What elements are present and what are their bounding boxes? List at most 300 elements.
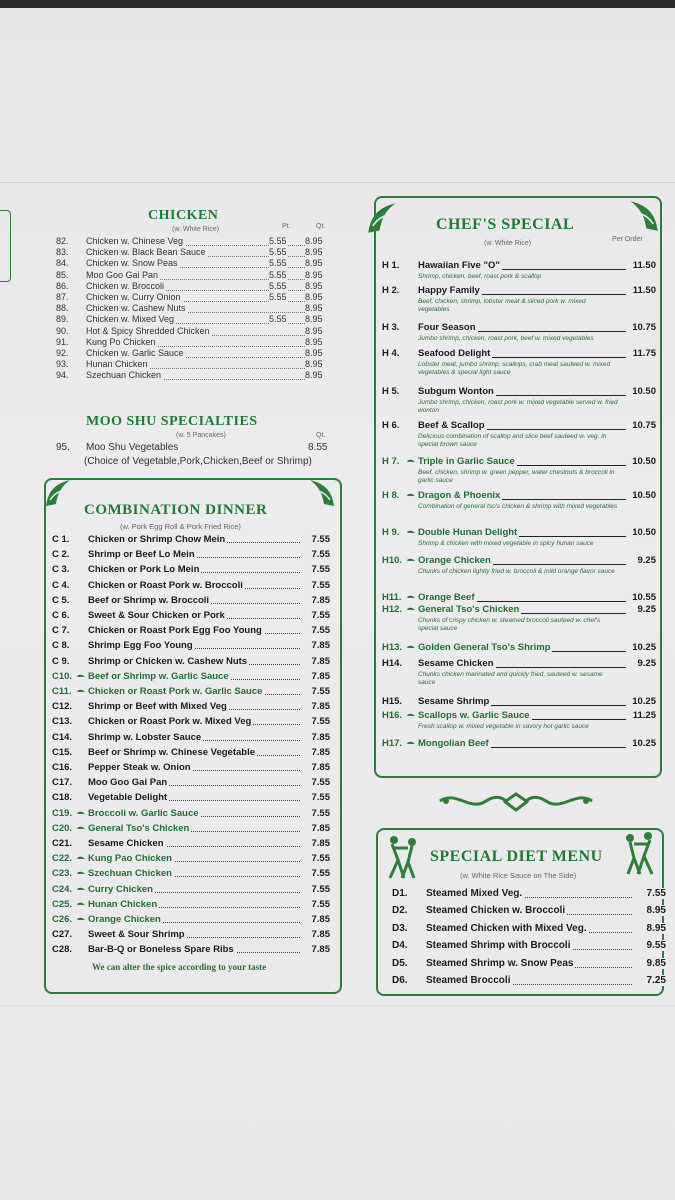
item-price: 7.55	[311, 898, 330, 910]
item-name: Chicken w. Mixed Veg	[86, 314, 175, 325]
item-price: 7.55	[311, 868, 330, 880]
item-price: 7.85	[311, 762, 330, 773]
item-name: Chicken or Roast Pork w. Mixed Veg	[88, 716, 252, 728]
fold-line	[0, 182, 675, 183]
chicken-item	[56, 236, 331, 248]
chicken-item	[56, 292, 331, 304]
combination-item	[52, 686, 330, 700]
item-name: Chicken or Roast Pork w. Garlic Sauce	[88, 686, 263, 697]
item-name: Sweet & Sour Shrimp	[88, 929, 185, 941]
item-code: C28.	[52, 944, 73, 956]
item-code: H13.	[382, 642, 403, 653]
quart-price: 8.95	[305, 359, 323, 370]
item-price: 7.85	[311, 944, 330, 956]
quart-price: 8.95	[305, 325, 323, 336]
item-name: Double Hunan Delight	[418, 527, 518, 538]
item-name: Sesame Shrimp	[418, 696, 490, 707]
dancer-figure-icon	[618, 830, 658, 878]
item-code: C 9.	[52, 655, 70, 667]
chicken-item	[56, 370, 331, 382]
chicken-item	[56, 258, 331, 270]
mooshu-item-number: 95.	[56, 442, 70, 453]
item-name: Mongolian Beef	[418, 738, 489, 749]
combination-item	[52, 838, 330, 852]
item-price: 7.55	[311, 686, 330, 697]
mooshu-item-price: 8.55	[308, 442, 328, 453]
scroll-divider-ornament	[436, 788, 596, 814]
item-code: C 3.	[52, 564, 70, 576]
combination-item	[52, 564, 330, 578]
chefs-special-item	[382, 604, 656, 632]
chefs-special-item	[382, 710, 656, 738]
chefs-special-item	[382, 285, 656, 313]
item-price: 7.55	[311, 716, 330, 728]
adjacent-panel-edge	[0, 210, 11, 282]
item-name: Subgum Wonton	[418, 386, 494, 397]
item-name: General Tso's Chicken	[88, 822, 190, 834]
item-name: Steamed Mixed Veg.	[426, 888, 523, 899]
item-code: C10.	[52, 670, 73, 682]
item-price: 7.55	[311, 579, 330, 591]
special-diet-title: SPECIAL DIET MENU	[430, 848, 603, 865]
item-price: 7.55	[311, 625, 330, 637]
item-code: C13.	[52, 716, 73, 728]
item-price: 9.85	[646, 957, 666, 969]
item-name: Shrimp Egg Foo Young	[88, 640, 193, 652]
item-code: C15.	[52, 746, 73, 758]
item-price: 7.55	[311, 883, 330, 895]
item-name: Beef & Scallop	[418, 420, 485, 431]
combination-item	[52, 884, 330, 898]
chefs-special-item	[382, 527, 656, 555]
item-code: C17.	[52, 777, 73, 789]
item-description: Beef, chicken, shrimp, lobster meat & sliced pork w. mixed vegetables	[418, 298, 586, 313]
chili-pepper-icon	[74, 853, 86, 864]
item-price: 7.85	[311, 655, 330, 667]
item-description: Chunks of crispy chicken w. steamed broccoli sauteed w. chef's special sauce	[418, 617, 601, 632]
item-number: 88.	[56, 303, 69, 314]
item-price: 10.75	[632, 420, 656, 431]
item-description: Delicious combination of scallop and slice beef sauteed w. veg. in special brown sauce	[418, 433, 607, 448]
item-name: Golden General Tso's Shrimp	[418, 642, 551, 653]
item-number: 82.	[56, 236, 69, 246]
item-name: Chicken w. Snow Peas	[86, 258, 178, 269]
item-name: Chicken w. Cashew Nuts	[86, 303, 186, 314]
chili-pepper-icon	[74, 868, 86, 879]
combination-item	[52, 732, 330, 746]
item-name: Orange Beef	[418, 592, 475, 603]
item-name: Curry Chicken	[88, 883, 153, 895]
item-name: Moo Goo Gai Pan	[88, 777, 168, 789]
item-price: 7.85	[311, 701, 330, 713]
item-price: 7.85	[311, 640, 330, 652]
item-name: Szechuan Chicken	[88, 868, 172, 880]
item-name: Beef or Shrimp w. Garlic Sauce	[88, 670, 229, 682]
item-code: H 7.	[382, 456, 400, 467]
item-price: 7.55	[311, 564, 330, 576]
item-name: Dragon & Phoenix	[418, 490, 501, 501]
item-price: 7.55	[311, 534, 330, 545]
item-code: C 1.	[52, 534, 70, 545]
combination-item	[52, 823, 330, 837]
chili-pepper-icon	[404, 738, 416, 749]
chefs-special-item	[382, 490, 656, 518]
item-price: 10.25	[632, 696, 656, 707]
item-price: 10.50	[632, 386, 656, 397]
mooshu-col-quart: Qt.	[316, 432, 326, 439]
item-name: Sweet & Sour Chicken or Pork	[88, 610, 225, 621]
chicken-item	[56, 337, 331, 349]
item-name: Chicken or Roast Pork Egg Foo Young	[88, 625, 262, 637]
combination-item	[52, 944, 330, 958]
item-price: 10.25	[632, 738, 656, 749]
chicken-subtitle: (w. White Rice)	[172, 226, 220, 233]
chicken-item	[56, 247, 331, 259]
chili-pepper-icon	[404, 592, 416, 603]
pint-price: 5.55	[269, 247, 287, 258]
item-code: C24.	[52, 883, 73, 895]
mooshu-item-name: Moo Shu Vegetables	[86, 442, 179, 453]
item-price: 7.55	[311, 777, 330, 789]
chicken-item	[56, 348, 331, 360]
chili-pepper-icon	[404, 527, 416, 538]
pint-price: 5.55	[269, 292, 287, 302]
item-name: Shrimp or Beef with Mixed Veg	[88, 701, 227, 713]
mooshu-choice: (Choice of Vegetable,Pork,Chicken,Beef or Shrimp)	[84, 456, 312, 467]
item-name: Hot & Spicy Shredded Chicken	[86, 325, 210, 336]
chicken-title: CHICKEN	[148, 208, 219, 223]
quart-price: 8.95	[305, 314, 323, 325]
floral-ornament-icon	[626, 196, 660, 236]
combination-item	[52, 808, 330, 822]
chicken-item	[56, 303, 331, 315]
item-number: 86.	[56, 280, 69, 291]
chicken-item	[56, 359, 331, 371]
item-code: H 1.	[382, 260, 400, 271]
item-code: D6.	[392, 975, 408, 986]
item-price: 11.75	[632, 348, 656, 359]
item-name: Beef or Shrimp w. Chinese Vegetable	[88, 746, 256, 758]
item-name: Kung Po Chicken	[86, 336, 156, 347]
item-price: 8.95	[646, 922, 666, 934]
combination-item	[52, 656, 330, 670]
item-price: 7.85	[311, 670, 330, 682]
item-code: C 6.	[52, 610, 70, 621]
item-description: Shrimp & chicken with mixed vegetable in spicy hunan sauce	[418, 540, 594, 547]
item-name: General Tso's Chicken	[418, 604, 520, 615]
quart-price: 8.95	[305, 258, 323, 269]
item-price: 11.50	[632, 285, 656, 296]
chili-pepper-icon	[404, 710, 416, 721]
item-code: D3.	[392, 922, 408, 934]
item-code: C27.	[52, 929, 73, 941]
item-name: Sesame Chicken	[88, 838, 164, 849]
chefs-special-item	[382, 658, 656, 686]
item-price: 7.85	[311, 822, 330, 834]
item-name: Steamed Chicken w. Broccoli	[426, 905, 566, 917]
chefs-special-subtitle: (w. White Rice)	[484, 240, 532, 247]
chili-pepper-icon	[74, 884, 86, 895]
dancer-figure-icon	[384, 834, 424, 882]
combination-item	[52, 899, 330, 913]
item-name: Kung Pao Chicken	[88, 853, 172, 865]
item-code: H 8.	[382, 490, 400, 501]
item-name: Hawaiian Five "O"	[418, 260, 500, 271]
special-diet-item	[392, 958, 666, 972]
item-name: Steamed Shrimp with Broccoli	[426, 940, 571, 952]
item-name: Pepper Steak w. Onion	[88, 762, 191, 773]
pint-price: 5.55	[269, 280, 287, 291]
quart-price: 8.95	[305, 236, 323, 246]
item-code: D2.	[392, 905, 408, 917]
item-code: C26.	[52, 914, 73, 925]
item-price: 7.85	[311, 914, 330, 925]
quart-price: 8.95	[305, 303, 323, 314]
combination-item	[52, 595, 330, 609]
item-name: Bar-B-Q or Boneless Spare Ribs	[88, 944, 234, 956]
item-code: H14.	[382, 658, 403, 669]
pint-price: 5.55	[269, 269, 287, 280]
item-number: 94.	[56, 370, 69, 381]
chili-pepper-icon	[404, 604, 416, 615]
item-description: Chunks of chicken lightly fried w. broccoli & mild orange flavor sauce	[418, 568, 615, 575]
combination-item	[52, 610, 330, 624]
item-number: 91.	[56, 336, 69, 347]
combination-item	[52, 747, 330, 761]
item-code: H 9.	[382, 527, 400, 538]
special-diet-item	[392, 940, 666, 954]
item-name: Chicken w. Curry Onion	[86, 292, 181, 302]
chefs-special-item	[382, 456, 656, 484]
pint-price: 5.55	[269, 236, 287, 246]
item-price: 10.55	[632, 592, 656, 603]
item-name: Orange Chicken	[418, 555, 491, 566]
item-number: 83.	[56, 247, 69, 258]
item-code: H 4.	[382, 348, 400, 359]
quart-price: 8.95	[305, 247, 323, 258]
combination-title: COMBINATION DINNER	[84, 502, 268, 518]
item-code: H 3.	[382, 322, 400, 333]
item-number: 92.	[56, 348, 69, 358]
item-code: C 4.	[52, 579, 70, 591]
mooshu-subtitle: (w. 5 Pancakes)	[176, 432, 226, 439]
chili-pepper-icon	[74, 686, 86, 697]
quart-price: 8.95	[305, 269, 323, 280]
quart-price: 8.95	[305, 348, 323, 358]
item-name: Shrimp w. Lobster Sauce	[88, 731, 202, 743]
item-price: 11.50	[632, 260, 656, 271]
item-description: Beef, chicken, shrimp w. green pepper, water chestnuts & broccoli in garlic sauce	[418, 469, 615, 484]
item-price: 9.25	[637, 658, 656, 669]
item-price: 7.85	[311, 594, 330, 606]
floral-ornament-icon	[306, 478, 336, 508]
col-pint-header: Pt.	[282, 223, 291, 230]
item-name: Hunan Chicken	[88, 898, 158, 910]
item-price: 10.50	[632, 490, 656, 501]
combination-item	[52, 701, 330, 715]
mooshu-item	[56, 442, 336, 454]
chili-pepper-icon	[74, 808, 86, 819]
item-name: Moo Goo Gai Pan	[86, 269, 159, 280]
item-code: H17.	[382, 738, 403, 749]
chefs-special-item	[382, 386, 656, 414]
item-price: 7.55	[311, 792, 330, 804]
item-name: Chicken w. Garlic Sauce	[86, 348, 184, 358]
chili-pepper-icon	[74, 914, 86, 925]
item-price: 7.55	[311, 610, 330, 621]
combination-subtitle: (w. Pork Egg Roll & Pork Fried Rice)	[120, 522, 241, 531]
chicken-item	[56, 314, 331, 326]
item-price: 9.25	[637, 555, 656, 566]
item-name: Steamed Broccoli	[426, 975, 511, 986]
item-code: H10.	[382, 555, 403, 566]
item-price: 10.50	[632, 456, 656, 467]
item-description: Jumbo shrimp, chicken, roast pork w. mixed vegetable served w. fried wonton	[418, 399, 618, 414]
item-description: Combination of general tso's chicken & shrimp with mixed vegetables	[418, 503, 618, 510]
item-number: 85.	[56, 269, 69, 280]
item-code: C 8.	[52, 640, 70, 652]
spice-note: We can alter the spice according to your taste	[92, 962, 267, 972]
item-price: 7.55	[311, 807, 330, 819]
item-description: Chunks chicken marinated and quickly fried, sauteed w. sesame sauce	[418, 671, 603, 686]
item-name: Chicken w. Broccoli	[86, 280, 165, 291]
item-name: Shrimp or Beef Lo Mein	[88, 549, 195, 561]
item-price: 7.85	[311, 746, 330, 758]
special-diet-item	[392, 923, 666, 937]
item-code: H11.	[382, 592, 402, 603]
item-price: 7.55	[646, 888, 666, 899]
mooshu-title: MOO SHU SPECIALTIES	[86, 414, 258, 429]
item-name: Steamed Shrimp w. Snow Peas	[426, 957, 574, 969]
item-name: Happy Family	[418, 285, 480, 296]
pint-price: 5.55	[269, 314, 287, 325]
item-price: 9.25	[637, 604, 656, 615]
quart-price: 8.95	[305, 292, 323, 302]
item-price: 7.55	[311, 549, 330, 561]
item-code: C22.	[52, 853, 73, 865]
item-code: C14.	[52, 731, 73, 743]
chili-pepper-icon	[74, 823, 86, 834]
special-diet-item	[392, 905, 666, 919]
item-price: 11.25	[632, 710, 656, 721]
chicken-item	[56, 326, 331, 338]
special-diet-item	[392, 975, 666, 989]
item-price: 7.85	[311, 838, 330, 849]
item-code: H12.	[382, 604, 403, 615]
item-price: 7.85	[311, 731, 330, 743]
chili-pepper-icon	[404, 490, 416, 501]
item-code: D1.	[392, 888, 408, 899]
item-code: C23.	[52, 868, 73, 880]
chili-pepper-icon	[404, 456, 416, 467]
combination-item	[52, 914, 330, 928]
item-code: H15.	[382, 696, 403, 707]
item-description: Lobster meat, jumbo shrimp, scallops, crab meat sauteed w. mixed vegetables & special light sauce	[418, 361, 611, 376]
combination-item	[52, 580, 330, 594]
chefs-special-item	[382, 555, 656, 583]
item-name: Steamed Chicken with Mixed Veg.	[426, 922, 587, 934]
chefs-special-item	[382, 260, 656, 288]
item-price: 7.85	[311, 929, 330, 941]
item-code: C19.	[52, 807, 73, 819]
combination-item	[52, 671, 330, 685]
item-name: Hunan Chicken	[86, 359, 148, 370]
chefs-special-title: CHEF'S SPECIAL	[436, 216, 575, 233]
chefs-special-item	[382, 738, 656, 766]
item-name: Broccoli w. Garlic Sauce	[88, 807, 199, 819]
combination-item	[52, 853, 330, 867]
quart-price: 8.95	[305, 280, 323, 291]
combination-item	[52, 762, 330, 776]
item-price: 10.50	[632, 527, 656, 538]
special-diet-subtitle: (w. White Rice Sauce on The Side)	[460, 871, 577, 880]
item-name: Orange Chicken	[88, 914, 161, 925]
fold-line	[0, 1005, 675, 1006]
combination-item	[52, 792, 330, 806]
item-code: H16.	[382, 710, 403, 721]
item-name: Chicken or Shrimp Chow Mein	[88, 534, 226, 545]
pint-price: 5.55	[269, 258, 287, 269]
item-number: 84.	[56, 258, 69, 269]
combination-item	[52, 625, 330, 639]
item-code: D4.	[392, 940, 408, 952]
item-price: 10.75	[632, 322, 656, 333]
item-name: Scallops w. Garlic Sauce	[418, 710, 530, 721]
item-name: Chicken w. Chinese Veg	[86, 236, 184, 246]
chili-pepper-icon	[404, 555, 416, 566]
item-description: Jumbo shrimp, chicken, roast pork, beef w. mixed vegetables	[418, 335, 594, 342]
quart-price: 8.95	[305, 336, 323, 347]
item-code: C12.	[52, 701, 73, 713]
item-code: H 6.	[382, 420, 400, 431]
per-order-label: Per Order	[612, 236, 643, 243]
combination-item	[52, 716, 330, 730]
item-code: H 5.	[382, 386, 400, 397]
item-number: 93.	[56, 359, 69, 370]
item-price: 10.25	[632, 642, 656, 653]
combination-item	[52, 549, 330, 563]
chefs-special-item	[382, 322, 656, 350]
combination-item	[52, 534, 330, 548]
special-diet-item	[392, 888, 666, 902]
floral-ornament-icon	[44, 478, 74, 508]
item-price: 9.55	[646, 940, 666, 952]
col-quart-header: Qt.	[316, 223, 326, 230]
item-name: Triple in Garlic Sauce	[418, 456, 515, 467]
item-code: C20.	[52, 822, 73, 834]
item-name: Four Season	[418, 322, 476, 333]
item-number: 89.	[56, 314, 69, 325]
item-code: C 7.	[52, 625, 70, 637]
chili-pepper-icon	[74, 899, 86, 910]
item-price: 7.25	[646, 975, 666, 986]
item-number: 90.	[56, 325, 69, 336]
item-name: Seafood Delight	[418, 348, 491, 359]
item-description: Fresh scallop w. mixed vegetable in savory hot garlic sauce	[418, 723, 589, 730]
item-code: C 2.	[52, 549, 70, 561]
item-code: C18.	[52, 792, 73, 804]
chefs-special-item	[382, 420, 656, 448]
chicken-item	[56, 270, 331, 282]
item-code: C 5.	[52, 594, 70, 606]
item-name: Sesame Chicken	[418, 658, 494, 669]
item-code: H 2.	[382, 285, 400, 296]
item-name: Szechuan Chicken	[86, 370, 162, 381]
item-name: Chicken w. Black Bean Sauce	[86, 247, 206, 258]
combination-item	[52, 868, 330, 882]
chefs-special-item	[382, 348, 656, 376]
item-description: Shrimp, chicken, beef, roast pork & scallop	[418, 273, 542, 280]
